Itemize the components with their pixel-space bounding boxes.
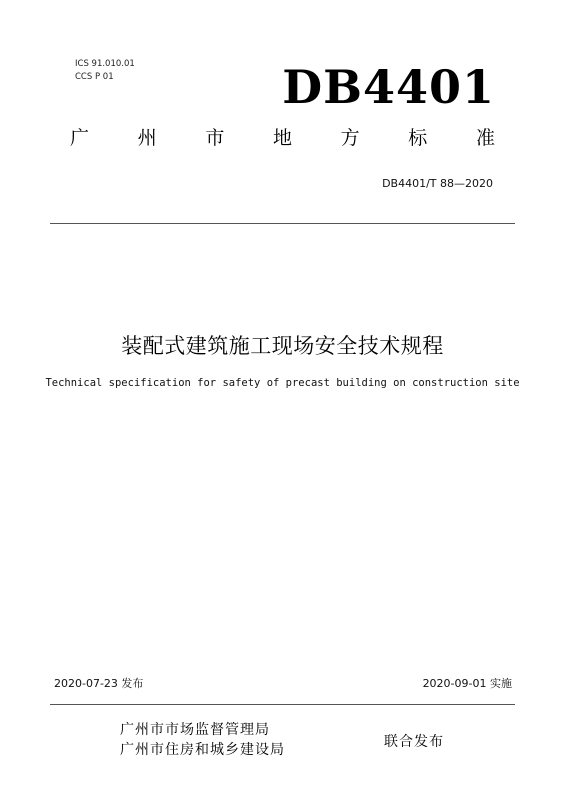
bottom-divider — [50, 704, 515, 705]
implementation-date: 2020-09-01 实施 — [422, 677, 512, 690]
ics-code: ICS 91.010.01 — [75, 59, 135, 69]
classification-codes — [75, 58, 135, 84]
issue-date: 2020-07-23 发布 — [54, 677, 144, 690]
title-english: Technical specification for safety of precast building on construction site — [45, 377, 520, 389]
issuing-authorities — [120, 720, 285, 760]
ccs-code: CCS P 01 — [75, 72, 114, 82]
standard-number: DB4401/T 88—2020 — [382, 177, 493, 190]
joint-release-label: 联合发布 — [384, 734, 444, 750]
standard-level-char: 广 — [70, 127, 90, 149]
issuing-authority: 广州市市场监督管理局 — [120, 722, 270, 738]
issuing-authority: 广州市住房和城乡建设局 — [120, 742, 285, 758]
standard-level-char: 方 — [340, 127, 360, 149]
standard-level-char: 市 — [205, 127, 225, 149]
standard-level-char: 准 — [475, 127, 495, 149]
title-chinese: 装配式建筑施工现场安全技术规程 — [121, 334, 444, 358]
standard-level-char: 州 — [137, 127, 157, 149]
standard-level — [70, 126, 495, 150]
standard-level-char: 标 — [408, 127, 428, 149]
top-divider — [50, 223, 515, 224]
standard-level-char: 地 — [272, 127, 292, 149]
standard-series-code: DB4401 — [282, 60, 495, 114]
